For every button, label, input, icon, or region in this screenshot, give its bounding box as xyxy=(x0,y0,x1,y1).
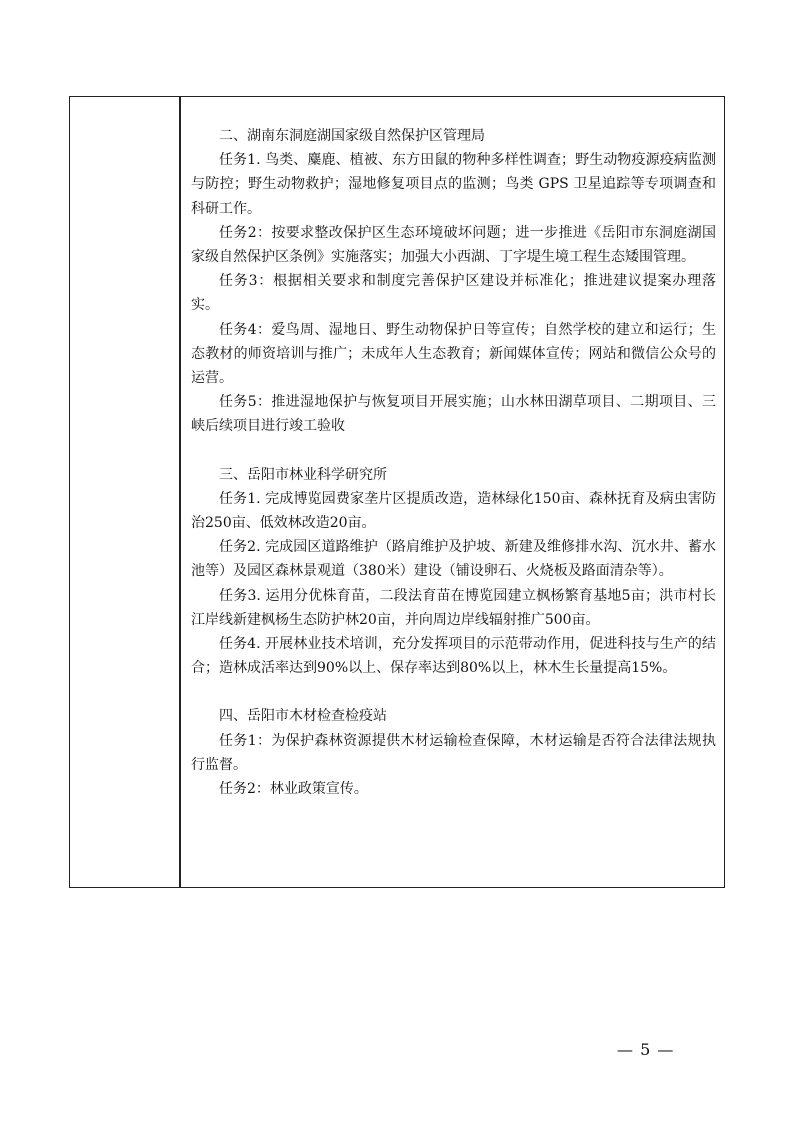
task-paragraph: 任务2：林业政策宣传。 xyxy=(219,781,368,798)
task-paragraph: 任务3：根据相关要求和制度完善保护区建设并标准化；推进建议提案办理落实。 xyxy=(191,273,716,314)
task-paragraph: 任务3. 运用分优株育苗，二段法育苗在博览园建立枫杨繁育基地5亩；洪市村长江岸线新建枫杨生态防护林20亩，并向周边岸线辐射推广500亩。 xyxy=(191,587,716,628)
task-paragraph: 任务4：爱鸟周、湿地日、野生动物保护日等宣传；自然学校的建立和运行；生态教材的师资培训与推广；未成年人生态教育；新闻媒体宣传；网站和微信公众号的运营。 xyxy=(191,321,716,387)
section-heading: 二、湖南东洞庭湖国家级自然保护区管理局 xyxy=(219,128,485,144)
task-paragraph: 任务1. 鸟类、麋鹿、植被、东方田鼠的物种多样性调查；野生动物疫源疫病监测与防控；野生动物救护；湿地修复项目点的监测；鸟类 GPS 卫星追踪等专项调查和科研工作。 xyxy=(191,152,716,217)
content-table xyxy=(69,96,725,888)
task-paragraph: 任务1. 完成博览园费家垄片区提质改造，造林绿化150亩、森林抚育及病虫害防治250亩、低效林改造20亩。 xyxy=(191,490,716,532)
section-heading: 三、岳阳市林业科学研究所 xyxy=(219,466,387,483)
table-content-cell xyxy=(191,124,716,801)
section-timber-inspection xyxy=(191,704,716,801)
section-nature-reserve xyxy=(191,124,716,439)
task-paragraph: 任务2. 完成园区道路维护（路肩维护及护坡、新建及维修排水沟、沉水井、蓄水池等）及园区森林景观道（380米）建设（铺设卵石、火烧板及路面清杂等）。 xyxy=(191,539,716,580)
page-number: — 5 — xyxy=(617,1040,675,1059)
task-paragraph: 任务5：推进湿地保护与恢复项目开展实施；山水林田湖草项目、二期项目、三峡后续项目进行竣工验收 xyxy=(191,394,716,435)
task-paragraph: 任务1：为保护森林资源提供木材运输检查保障，木材运输是否符合法律法规执行监督。 xyxy=(191,732,716,773)
task-paragraph: 任务2：按要求整改保护区生态环境破坏问题；进一步推进《岳阳市东洞庭湖国家级自然保护区条例》实施落实；加强大小西湖、丁字堤生境工程生态矮围管理。 xyxy=(191,224,716,266)
section-heading: 四、岳阳市木材检查检疫站 xyxy=(219,708,387,725)
task-paragraph: 任务4. 开展林业技术培训，充分发挥项目的示范带动作用，促进科技与生产的结合；造林成活率达到90%以上、保存率达到80%以上，林木生长量提高15%。 xyxy=(191,636,716,677)
section-forestry-institute xyxy=(191,463,716,681)
column-divider xyxy=(179,97,181,887)
